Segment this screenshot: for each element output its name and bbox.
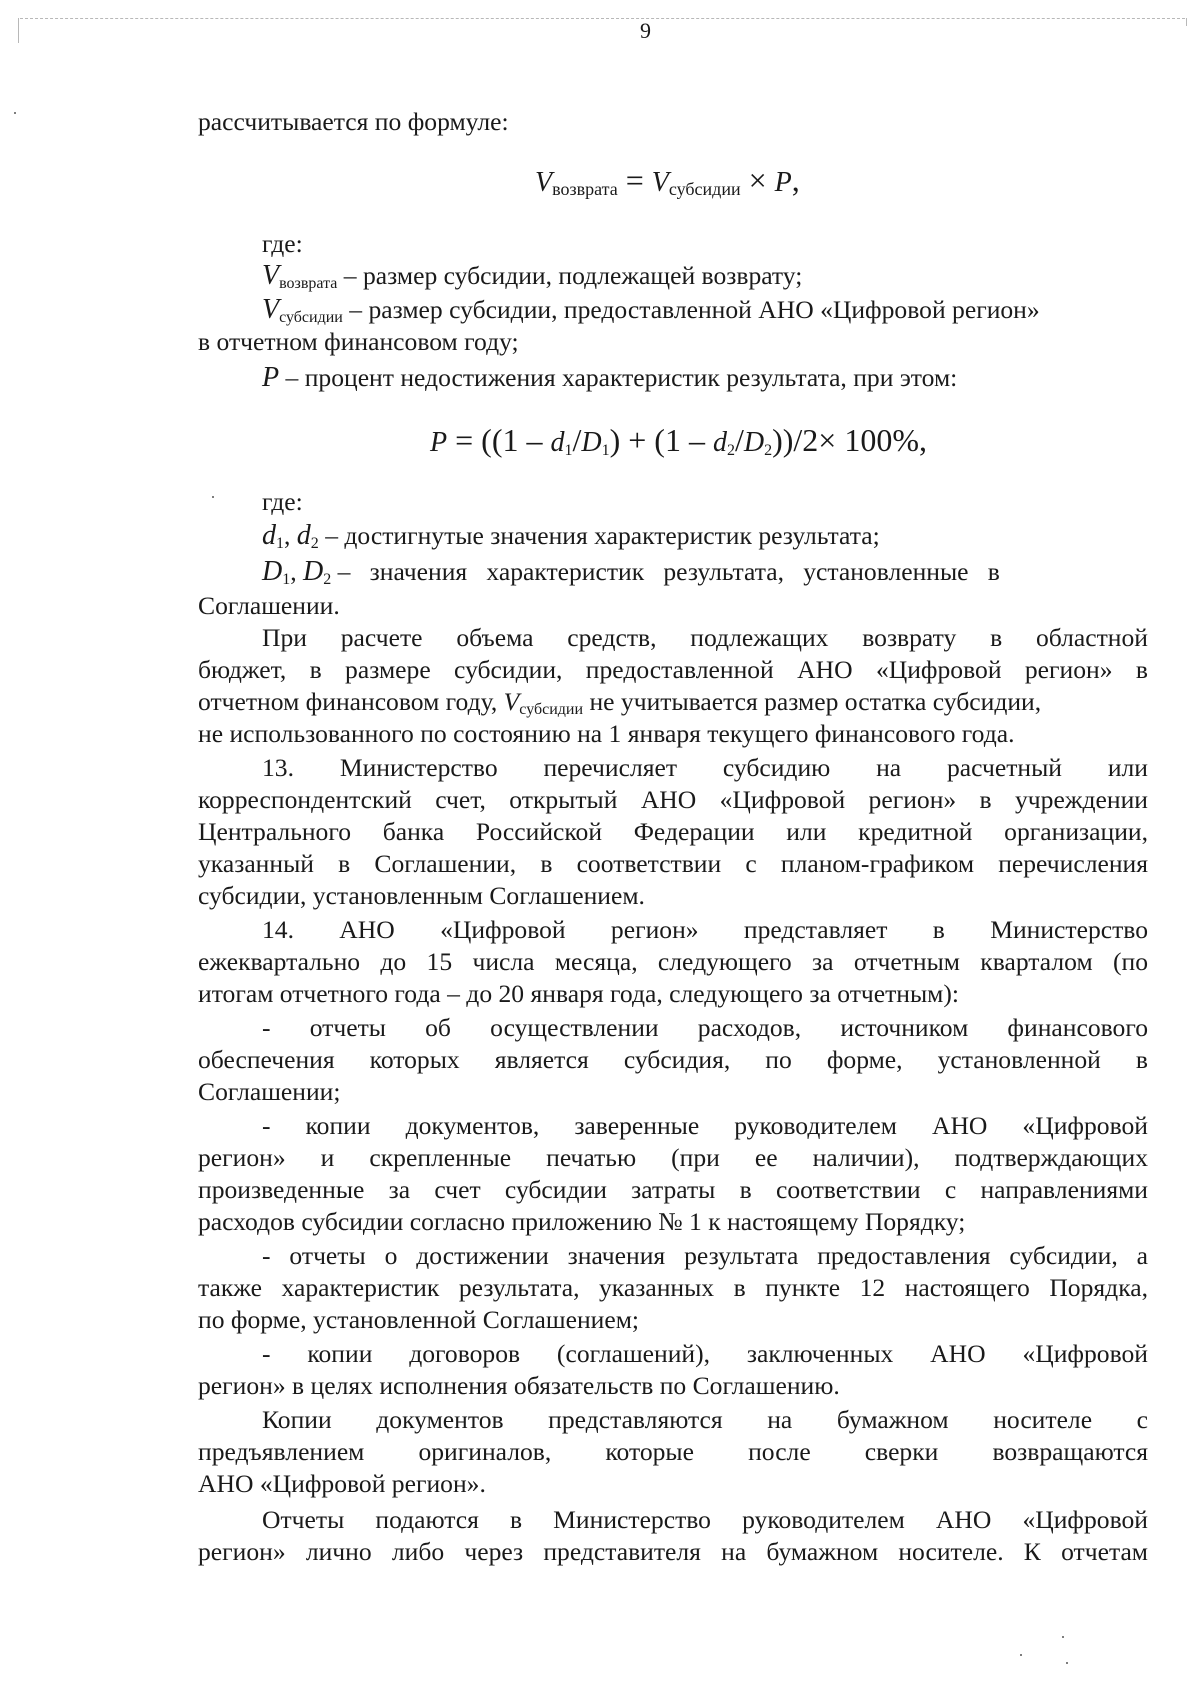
- formula-subscript: 1: [564, 442, 573, 459]
- text-line: 13. Министерство перечисляет субсидию на расчетный или: [262, 753, 1148, 782]
- formula-symbol: V: [651, 167, 669, 198]
- formula-part: /: [572, 422, 582, 458]
- formula-part: ))/2× 100%,: [772, 422, 927, 458]
- definition-p: [262, 362, 1148, 394]
- formula-subscript: 2: [310, 535, 319, 552]
- text-line: также характеристик результата, указанных в пункте 12 настоящего Порядка,: [198, 1273, 1148, 1302]
- formula-symbol: V: [503, 687, 520, 716]
- text-line: предъявлением оригиналов, которые после сверки возвращаются: [198, 1437, 1148, 1466]
- text-line: регион» и скрепленные печатью (при ее наличии), подтверждающих: [198, 1143, 1148, 1172]
- formula-subscript: субсидии: [519, 701, 584, 718]
- text-line: Копии документов представляются на бумажном носителе с: [262, 1405, 1148, 1434]
- formula-subscript: возврата: [552, 179, 618, 199]
- formula-symbol: V: [535, 167, 553, 198]
- scan-speck: [1062, 1636, 1064, 1638]
- definition-text: – размер субсидии, предоставленной АНО «Цифровой регион»: [342, 295, 1040, 324]
- text-line: - копии документов, заверенные руководителем АНО «Цифровой: [262, 1111, 1148, 1140]
- scan-speck: [1066, 1662, 1068, 1664]
- formula-subscript: субсидии: [668, 179, 741, 199]
- formula-part: = ((1 –: [447, 422, 551, 458]
- text-line: Соглашении.: [198, 591, 340, 620]
- formula-symbol: D: [303, 556, 324, 587]
- scan-edge-top: [20, 18, 1185, 19]
- definition-d: $d_1$, $d_2$ – достигнутые значения характеристик результата;: [262, 520, 880, 552]
- text-line: рассчитывается по формуле:: [198, 107, 509, 136]
- text-line: Отчеты подаются в Министерство руководителем АНО «Цифровой: [262, 1505, 1148, 1534]
- definition-text: – размер субсидии, подлежащей возврату;: [337, 261, 803, 290]
- text-line: где:: [262, 229, 303, 258]
- formula-subscript: 2: [764, 442, 773, 459]
- text-line: 14. АНО «Цифровой регион» представляет в Министерство: [262, 915, 1148, 944]
- formula-return-amount: [535, 160, 800, 209]
- text-line: корреспондентский счет, открытый АНО «Цифровой регион» в учреждении: [198, 785, 1148, 814]
- formula-percent: [430, 420, 927, 471]
- scan-edge-left: [18, 18, 19, 43]
- text-line: Соглашении;: [198, 1077, 341, 1106]
- text-line: бюджет, в размере субсидии, предоставленной АНО «Цифровой регион» в: [198, 655, 1148, 684]
- formula-subscript: 1: [601, 442, 610, 459]
- formula-subscript: субсидии: [279, 309, 343, 326]
- page-number: 9: [640, 18, 651, 43]
- text-line: итогам отчетного года – до 20 января года, следующего за отчетным):: [198, 979, 960, 1008]
- definition-D: $D_1$, $D_2$ – значения характеристик результата, установленные в: [262, 556, 1000, 588]
- formula-symbol: d: [550, 427, 565, 458]
- formula-subscript: 2: [323, 571, 332, 588]
- formula-punct: ,: [791, 162, 800, 198]
- formula-symbol: D: [262, 556, 283, 587]
- formula-operator: =: [617, 162, 652, 198]
- text-line: обеспечения которых является субсидия, по форме, установленной в: [198, 1045, 1148, 1074]
- text-line: АНО «Цифровой регион».: [198, 1469, 486, 1498]
- text-line: При расчете объема средств, подлежащих возврату в областной: [262, 623, 1148, 652]
- formula-part: ) + (1 –: [609, 422, 713, 458]
- text-line: не использованного по состоянию на 1 января текущего финансового года.: [198, 719, 1015, 748]
- formula-symbol: P: [430, 427, 448, 458]
- scan-speck: [14, 112, 16, 114]
- formula-symbol: P: [774, 167, 792, 198]
- formula-subscript: возврата: [279, 275, 338, 292]
- formula-symbol: P: [262, 362, 280, 393]
- formula-symbol: V: [262, 294, 280, 325]
- text-line: в отчетном финансовом году;: [198, 327, 519, 356]
- formula-symbol: d: [296, 520, 311, 551]
- text-line: ежеквартально до 15 числа месяца, следующего за отчетным кварталом (по: [198, 947, 1148, 976]
- text-line: расходов субсидии согласно приложению № 1 к настоящему Порядку;: [198, 1207, 966, 1236]
- formula-operator: ×: [740, 162, 775, 198]
- text-line: - отчеты об осуществлении расходов, источником финансового: [262, 1013, 1148, 1042]
- text-line: указанный в Соглашении, в соответствии с планом-графиком перечисления: [198, 849, 1148, 878]
- formula-subscript: 2: [726, 442, 735, 459]
- text-line: субсидии, установленным Соглашением.: [198, 881, 645, 910]
- text-fragment: отчетном финансовом году,: [198, 687, 498, 716]
- scan-speck: [212, 496, 214, 498]
- formula-part: /: [734, 422, 744, 458]
- text-line: регион» в целях исполнения обязательств по Соглашению.: [198, 1371, 840, 1400]
- text-line: по форме, установленной Соглашением;: [198, 1305, 640, 1334]
- text-line: где:: [262, 487, 303, 516]
- formula-symbol: d: [262, 520, 276, 551]
- formula-symbol: V: [262, 260, 280, 291]
- definition-text: – процент недостижения характеристик результата, при этом:: [279, 363, 958, 392]
- definition-text: – достигнутые значения характеристик результата;: [318, 521, 880, 550]
- scan-edge-right: [1186, 18, 1187, 26]
- formula-symbol: D: [743, 427, 765, 458]
- formula-subscript: 1: [282, 571, 291, 588]
- text-line: произведенные за счет субсидии затраты в соответствии с направлениями: [198, 1175, 1148, 1204]
- definition-text: – значения характеристик результата, установленные в: [331, 557, 1000, 586]
- scan-speck: [1020, 1654, 1022, 1656]
- text-line: регион» лично либо через представителя на бумажном носителе. К отчетам: [198, 1537, 1148, 1566]
- formula-subscript: 1: [276, 535, 284, 552]
- formula-symbol: d: [712, 427, 727, 458]
- text-line: - копии договоров (соглашений), заключенных АНО «Цифровой: [262, 1339, 1148, 1368]
- text-line: - отчеты о достижении значения результата предоставления субсидии, а: [262, 1241, 1148, 1270]
- text-line: Центрального банка Российской Федерации или кредитной организации,: [198, 817, 1148, 846]
- formula-symbol: D: [581, 427, 602, 458]
- text-fragment: не учитывается размер остатка субсидии,: [583, 687, 1042, 716]
